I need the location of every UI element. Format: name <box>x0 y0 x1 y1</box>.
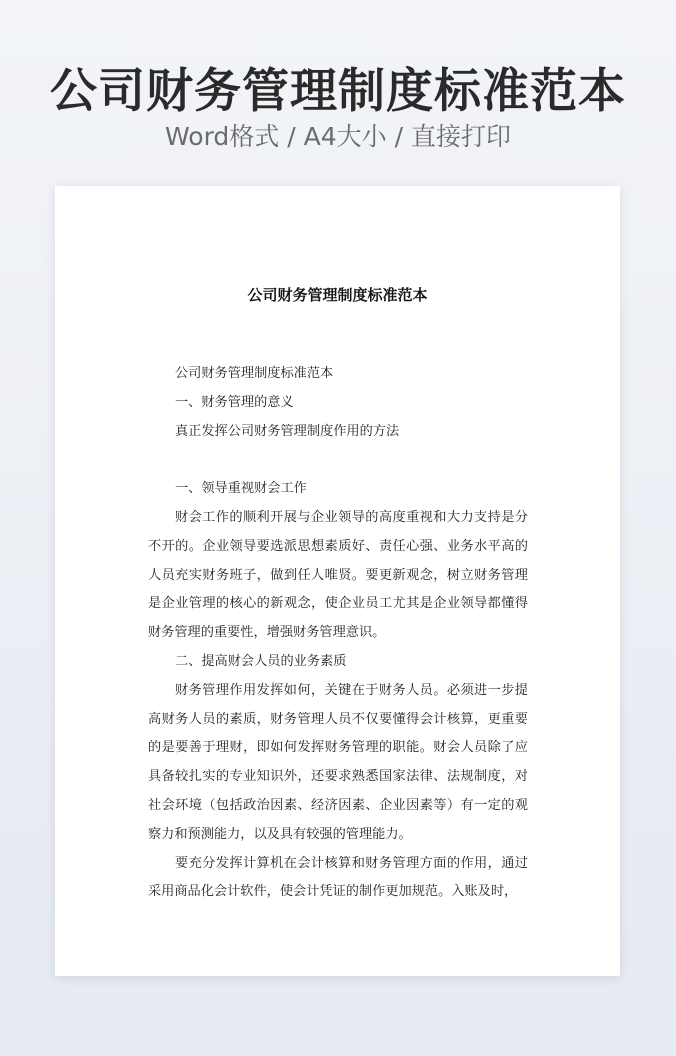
intro-line: 公司财务管理制度标准范本 <box>175 366 334 381</box>
document-body <box>148 360 528 907</box>
document-page <box>55 186 620 976</box>
intro-line: 一、财务管理的意义 <box>175 394 294 410</box>
banner-title: 公司财务管理制度标准范本 <box>50 64 626 119</box>
blank-line <box>148 446 528 475</box>
body-paragraph: 要充分发挥计算机在会计核算和财务管理方面的作用，通过采用商品化会计软件，使会计凭证的制作更加规范。入账及时， <box>148 855 528 900</box>
banner-subtitle: Word格式 / A4大小 / 直接打印 <box>165 122 511 151</box>
section-heading: 二、提高财会人员的业务素质 <box>175 653 347 669</box>
intro-line: 真正发挥公司财务管理制度作用的方法 <box>175 423 400 439</box>
document-title: 公司财务管理制度标准范本 <box>247 286 428 304</box>
body-paragraph: 财务管理作用发挥如何，关键在于财务人员。必须进一步提高财务人员的素质，财务管理人员不仅要懂得会计核算，更重要的是要善于理财，即如何发挥财务管理的职能。财会人员除了应具备较扎实的专业知识外，还要求熟悉国家法律、法规制度，对社会环境（包括政治因素、经济因素、企业因素等）有一定的观察力和预测能力，以及具有较强的管理能力。 <box>148 682 528 842</box>
section-heading: 一、领导重视财会工作 <box>175 481 307 497</box>
body-paragraph: 财会工作的顺利开展与企业领导的高度重视和大力支持是分不开的。企业领导要选派思想素质好、责任心强、业务水平高的人员充实财务班子，做到任人唯贤。要更新观念，树立财务管理是企业管理的核心的新观念，使企业员工尤其是企业领导都懂得财务管理的重要性，增强财务管理意识。 <box>148 509 528 641</box>
